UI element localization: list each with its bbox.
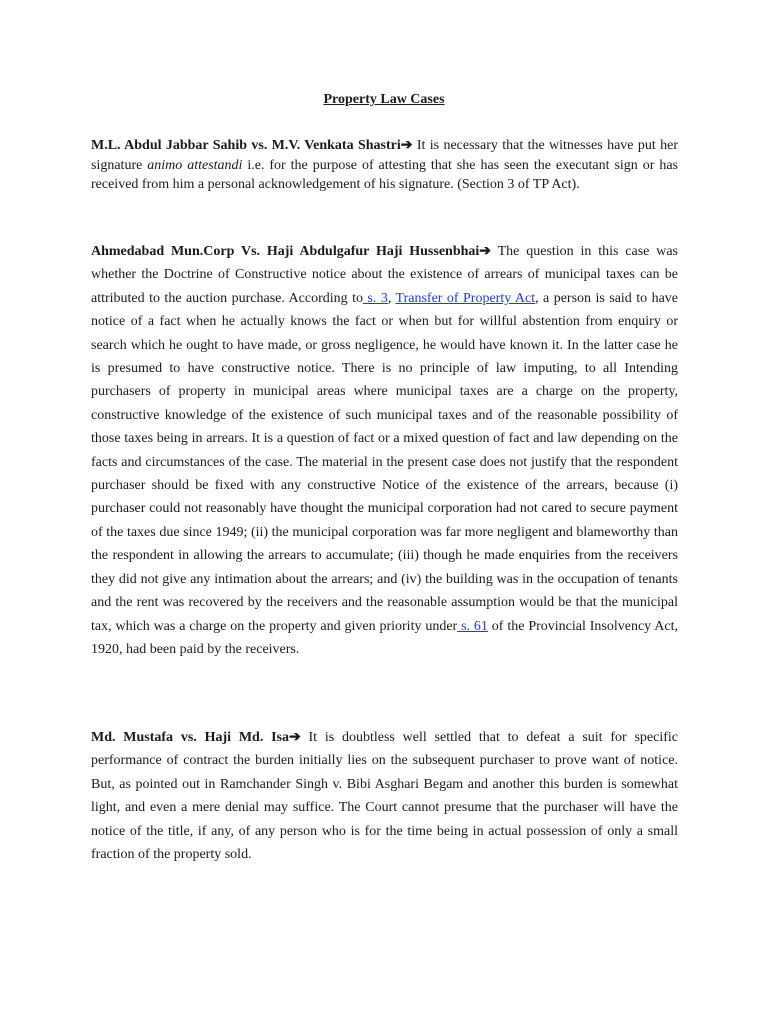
- case-paragraph-mustafa: [91, 726, 678, 866]
- case-text: It is doubtless well settled that to defeat a suit for specific performance of contract the burden initially lies on the subsequent purchaser to prove want of notice. But, as pointed out in Ramchander Singh v. Bibi Asghari Begam and another this burden is somewhat light, and even a mere denial may suffice. The Court cannot presume that the purchaser will have the notice of the title, if any, of any person who is for the time being in actual possession of only a small fraction of the property sold.: [91, 730, 678, 863]
- case-text-italic: animo attestandi: [147, 157, 243, 173]
- case-paragraph-ahmedabad: [91, 240, 678, 661]
- transfer-of-property-act-link[interactable]: Transfer of Property Act: [395, 290, 536, 306]
- right-arrow-icon: ➔: [479, 244, 492, 259]
- right-arrow-icon: ➔: [289, 730, 301, 745]
- link-separator: ,: [387, 290, 396, 306]
- right-arrow-icon: ➔: [400, 138, 413, 153]
- section-3-link[interactable]: s. 3: [362, 290, 388, 306]
- document-title: Property Law Cases: [323, 92, 445, 107]
- case-text: of the Provincial Insolvency Act, 1920, had been paid by the receivers.: [91, 618, 678, 657]
- case-name-ahmedabad: Ahmedabad Mun.Corp Vs. Haji Abdulgafur Haji Hussenbhai: [91, 244, 480, 259]
- case-text: It is necessary that the witnesses have put her signature: [91, 138, 678, 173]
- case-paragraph-jabbar: [91, 136, 678, 195]
- case-name-mustafa: Md. Mustafa vs. Haji Md. Isa: [91, 730, 289, 745]
- case-text: i.e. for the purpose of attesting that she has seen the executant sign or has received from him a personal acknowledgement of his signature. (Section 3 of TP Act).: [91, 157, 678, 192]
- case-text: The question in this case was whether the Doctrine of Constructive notice about the existence of arrears of municipal taxes can be attributed to the auction purchase. According to: [91, 244, 679, 306]
- section-61-link[interactable]: s. 61: [457, 618, 488, 634]
- case-name-jabbar: M.L. Abdul Jabbar Sahib vs. M.V. Venkata Shastri: [91, 138, 401, 153]
- case-text: , a person is said to have notice of a fact when he actually knows the fact or when but for willful abstention from enquiry or search which he ought to have made, or gross negligence, he would have known it. In the latter case he is presumed to have constructive notice. There is no principle of law imputing, to all Intending purchasers of property in municipal areas where municipal taxes are a charge on the property, constructive knowledge of the existence of such municipal taxes and of the reasonable possibility of those taxes being in arrears. It is a question of fact or a mixed question of fact and law depending on the facts and circumstances of the case. The material in the present case does not justify that the respondent purchaser should be fixed with any constructive Notice of the existence of the arrears, because (i) purchaser could not reasonably have thought the municipal corporation had not cared to secure payment of the taxes due since 1949; (ii) the municipal corporation was far more negligent and blameworthy than the respondent in allowing the arrears to accumulate; (iii) though he made enquiries from the receivers they did not give any intimation about the arrears; and (iv) the building was in the occupation of tenants and the rent was recovered by the receivers and the reasonable assumption would be that the municipal tax, which was a charge on the property and given priority under: [91, 290, 679, 634]
